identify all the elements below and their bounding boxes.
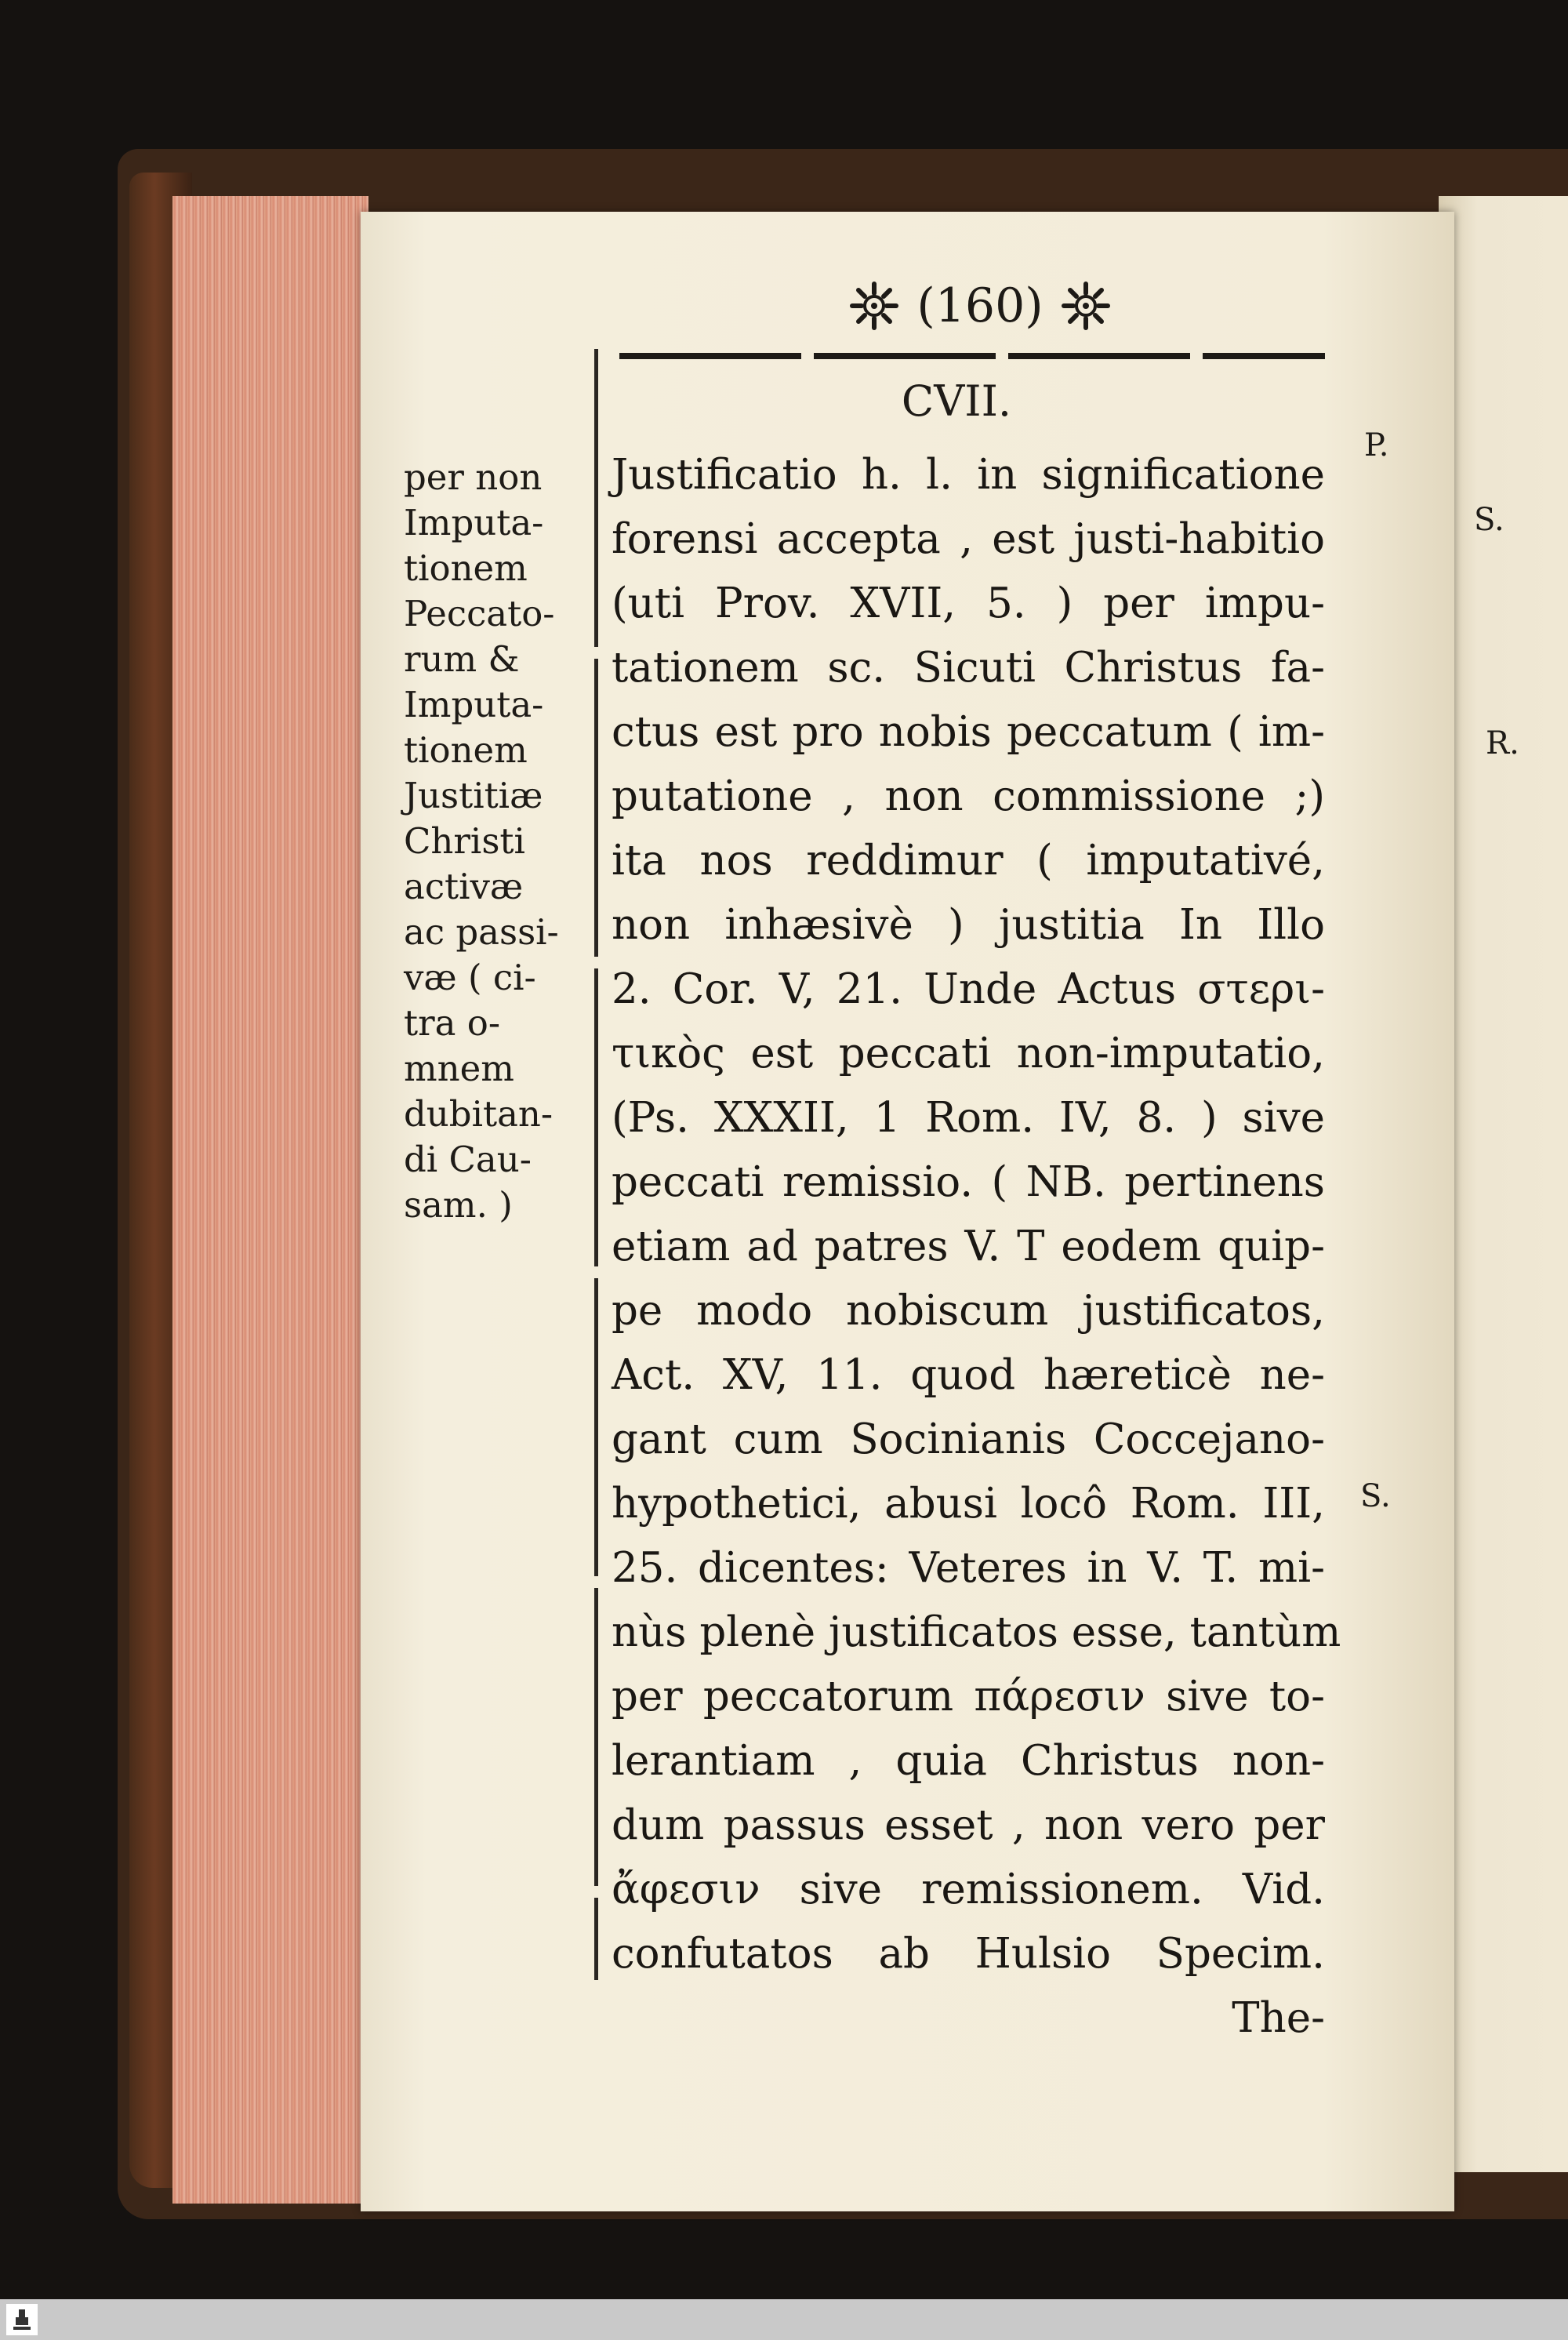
text-line: etiam ad patres V. T eodem quip- xyxy=(612,1223,1325,1270)
text-line: The- xyxy=(1232,1994,1325,2042)
margin-note-line: rum & xyxy=(404,638,520,680)
margin-note-line: Christi xyxy=(404,820,525,862)
text-line: ita nos reddimur ( imputativé, xyxy=(612,837,1325,885)
ornament-icon xyxy=(849,281,899,331)
text-line: ctus est pro nobis peccatum ( im- xyxy=(612,708,1325,756)
margin-note-line: dubitan- xyxy=(404,1093,554,1135)
main-text xyxy=(612,443,1341,2051)
text-line: Justificatio h. l. in significatione xyxy=(612,451,1325,499)
page-header xyxy=(815,271,1145,341)
margin-note-line: Peccato- xyxy=(404,593,555,634)
footer-bar xyxy=(0,2299,1568,2340)
margin-note-line: tionem xyxy=(404,547,528,589)
margin-mark-s: S. xyxy=(1360,1478,1391,1514)
text-line: (uti Prov. XVII, 5. ) per impu- xyxy=(612,580,1325,627)
text-line: 25. dicentes: Veteres in V. T. mi- xyxy=(612,1544,1325,1592)
text-line: tationem sc. Sicuti Christus fa- xyxy=(612,644,1325,692)
facing-mark-r: R. xyxy=(1486,725,1519,761)
library-logo-icon xyxy=(6,2304,38,2335)
library-logo-icon xyxy=(12,2308,32,2331)
text-line: τικὸς est peccati non-imputatio, xyxy=(612,1030,1325,1077)
text-line: forensi accepta , est justi-habitio xyxy=(612,515,1325,563)
margin-note-line: Imputa- xyxy=(404,502,544,543)
text-line: ἄφεσιν sive remissionem. Vid. xyxy=(612,1866,1325,1913)
header-rule xyxy=(619,353,1325,359)
text-line: non inhæsivè ) justitia In Illo xyxy=(612,901,1325,949)
margin-divider xyxy=(594,349,598,1980)
margin-note-line: ac passi- xyxy=(404,911,559,953)
margin-note-line: tionem xyxy=(404,729,528,771)
text-line: hypothetici, abusi locô Rom. III, xyxy=(612,1480,1325,1528)
text-line: 2. Cor. V, 21. Unde Actus στερι- xyxy=(612,965,1325,1013)
text-line: confutatos ab Hulsio Specim. xyxy=(612,1930,1325,1978)
margin-mark-p: P. xyxy=(1364,427,1389,463)
page-number: (160) xyxy=(916,278,1044,333)
text-line: dum passus esset , non vero per xyxy=(612,1801,1325,1849)
text-line: nùs plenè justificatos esse, tantùm xyxy=(612,1608,1341,1656)
margin-note-line: per non xyxy=(404,456,543,498)
margin-note-line: Imputa- xyxy=(404,684,544,725)
page-edges xyxy=(172,196,368,2204)
text-line: Act. XV, 11. quod hæreticè ne- xyxy=(612,1351,1325,1399)
margin-note-line: væ ( ci- xyxy=(404,957,536,998)
text-line: pe modo nobiscum justificatos, xyxy=(612,1287,1325,1335)
margin-note xyxy=(404,455,572,1228)
text-line: lerantiam , quia Christus non- xyxy=(612,1737,1325,1785)
text-line: putatione , non commissione ;) xyxy=(612,772,1325,820)
margin-note-line: Justitiæ xyxy=(404,775,543,816)
ornament-icon xyxy=(1061,281,1111,331)
section-title: CVII. xyxy=(901,376,1012,426)
margin-note-line: sam. ) xyxy=(404,1184,513,1226)
margin-note-line: di Cau- xyxy=(404,1139,532,1180)
margin-note-line: activæ xyxy=(404,866,524,907)
facing-mark-s: S. xyxy=(1474,502,1504,538)
text-line: peccati remissio. ( NB. pertinens xyxy=(612,1158,1325,1206)
text-line: per peccatorum πάρεσιν sive to- xyxy=(612,1673,1325,1720)
margin-note-line: mnem xyxy=(404,1048,514,1089)
text-line: (Ps. XXXII, 1 Rom. IV, 8. ) sive xyxy=(612,1094,1325,1142)
facing-page xyxy=(1439,196,1568,2172)
text-line: gant cum Socinianis Coccejano- xyxy=(612,1415,1325,1463)
margin-note-line: tra o- xyxy=(404,1002,501,1044)
